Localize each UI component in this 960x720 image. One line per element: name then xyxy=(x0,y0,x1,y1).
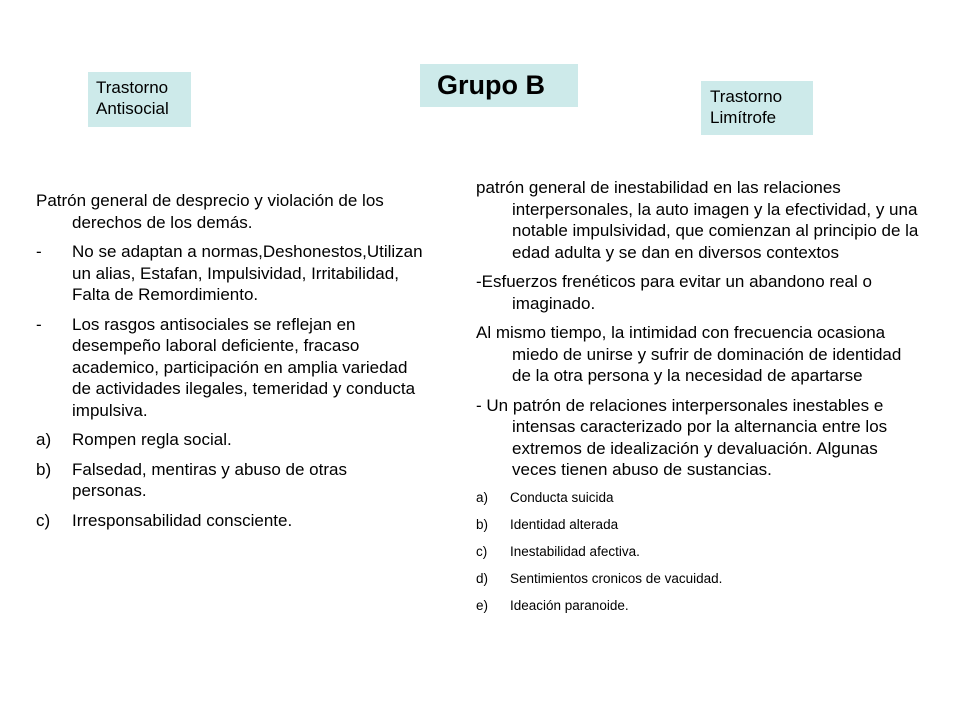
item-marker: a) xyxy=(476,489,489,505)
item-text: Falsedad, mentiras y abuso de otras personas. xyxy=(72,459,347,500)
item-text: No se adaptan a normas,Deshonestos,Utilizan un alias, Estafan, Impulsividad, Irritabilidad, Falta de Remordimiento. xyxy=(72,242,423,304)
limitrofe-item xyxy=(476,570,924,587)
limitrofe-paragraph: patrón general de inestabilidad en las relaciones interpersonales, la auto imagen y la efectividad, y una notable impulsividad, que comienzan al principio de la edad adulta y se dan en diversos contextos xyxy=(476,178,919,262)
item-marker: b) xyxy=(36,459,52,479)
item-text: Conducta suicida xyxy=(510,489,614,505)
antisocial-intro: Patrón general de desprecio y violación de los derechos de los demás. xyxy=(36,191,384,232)
item-marker: - xyxy=(36,314,42,334)
item-text: Ideación paranoide. xyxy=(510,597,629,613)
limitrofe-criteria-list xyxy=(476,489,924,614)
antisocial-item xyxy=(36,459,426,502)
item-text: Inestabilidad afectiva. xyxy=(510,543,640,559)
item-marker: d) xyxy=(476,570,489,586)
limitrofe-column xyxy=(476,177,924,624)
item-marker: c) xyxy=(36,510,51,530)
limitrofe-item xyxy=(476,597,924,614)
item-text: Identidad alterada xyxy=(510,516,619,532)
item-marker: a) xyxy=(36,430,52,449)
item-marker: b) xyxy=(476,516,489,532)
slide-title: Grupo B xyxy=(420,64,578,107)
antisocial-label: Trastorno Antisocial xyxy=(88,72,191,127)
limitrofe-paragraph: Al mismo tiempo, la intimidad con frecuencia ocasiona miedo de unirse y sufrir de dominación de identidad de la otra persona y la necesidad de apartarse xyxy=(476,323,902,385)
item-text: Irresponsabilidad consciente. xyxy=(72,510,293,530)
limitrofe-item xyxy=(476,543,924,560)
item-marker: c) xyxy=(476,543,488,559)
limitrofe-item xyxy=(476,489,924,506)
item-text: Rompen regla social. xyxy=(72,430,232,449)
limitrofe-paragraph: -Esfuerzos frenéticos para evitar un abandono real o imaginado. xyxy=(476,272,872,313)
antisocial-item xyxy=(36,510,426,532)
limitrofe-label: Trastorno Limítrofe xyxy=(701,81,813,135)
antisocial-item xyxy=(36,241,426,306)
antisocial-item xyxy=(36,429,426,451)
antisocial-item xyxy=(36,314,426,422)
limitrofe-paragraph: - Un patrón de relaciones interpersonales inestables e intensas caracterizado por la alternancia entre los extremos de idealización y devaluación. Algunas veces tienen abuso de sustancias. xyxy=(476,395,888,479)
limitrofe-item xyxy=(476,516,924,533)
item-text: Sentimientos cronicos de vacuidad. xyxy=(510,570,723,586)
item-text: Los rasgos antisociales se reflejan en desempeño laboral deficiente, fracaso academico, participación en amplia variedad de actividades ilegales, temeridad y conducta impulsiva. xyxy=(72,314,416,420)
item-marker: - xyxy=(36,242,42,261)
antisocial-column xyxy=(36,190,426,539)
item-marker: e) xyxy=(476,597,489,613)
